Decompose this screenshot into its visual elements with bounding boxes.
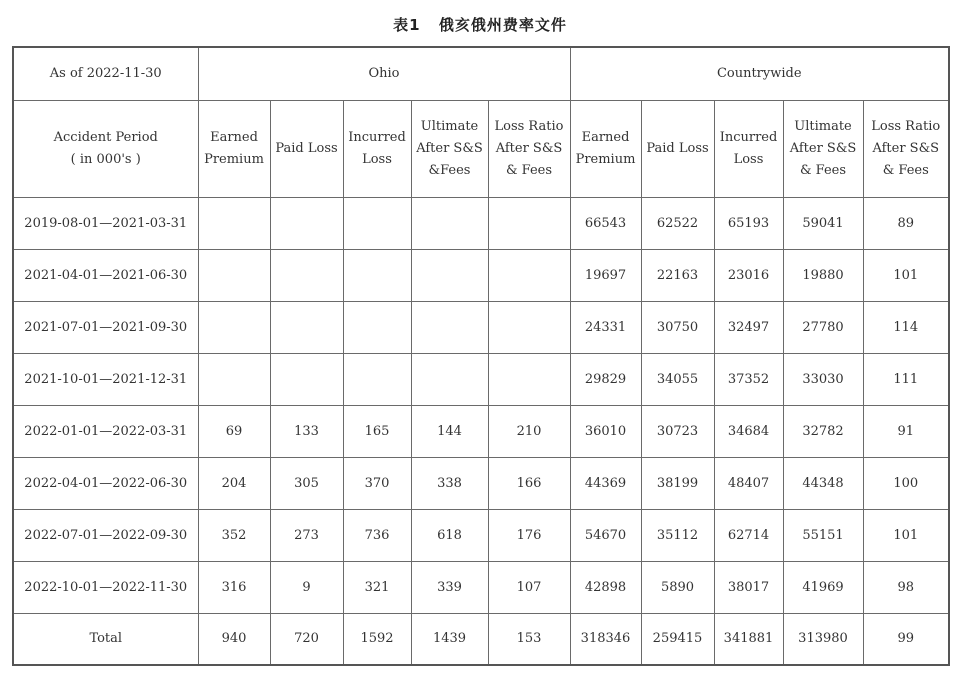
- countrywide-ultimate-cell: 55151: [783, 510, 863, 562]
- countrywide-loss-ratio-cell: 98: [863, 562, 949, 614]
- countrywide-loss-ratio-cell: 101: [863, 510, 949, 562]
- ohio-paid-loss-header: [270, 101, 343, 198]
- caption-label: 表1: [393, 16, 421, 34]
- countrywide-paid-loss-cell: 22163: [641, 250, 714, 302]
- ohio-incurred-loss-cell: 370: [343, 458, 411, 510]
- countrywide-ultimate-header: [783, 101, 863, 198]
- ohio-incurred-loss-cell: 1592: [343, 614, 411, 666]
- countrywide-loss-ratio-cell: 99: [863, 614, 949, 666]
- countrywide-earned-premium-cell: 29829: [570, 354, 641, 406]
- countrywide-paid-loss-cell: 62522: [641, 198, 714, 250]
- ohio-incurred-loss-cell: [343, 354, 411, 406]
- countrywide-ultimate-cell: 44348: [783, 458, 863, 510]
- header-line: Paid Loss: [275, 141, 338, 156]
- countrywide-loss-ratio-header: [863, 101, 949, 198]
- ohio-earned-premium-cell: 352: [198, 510, 270, 562]
- header-line: Loss Ratio: [871, 119, 941, 134]
- countrywide-earned-premium-header: [570, 101, 641, 198]
- accident-period-cell: 2022-04-01—2022-06-30: [13, 458, 198, 510]
- countrywide-paid-loss-cell: 5890: [641, 562, 714, 614]
- table-row: [13, 302, 949, 354]
- header-line: Loss: [362, 152, 392, 167]
- countrywide-ultimate-cell: 19880: [783, 250, 863, 302]
- as-of-header: As of 2022-11-30: [13, 47, 198, 101]
- header-line: Loss Ratio: [494, 119, 564, 134]
- ohio-earned-premium-cell: 940: [198, 614, 270, 666]
- ohio-loss-ratio-cell: 107: [488, 562, 570, 614]
- ohio-paid-loss-cell: [270, 302, 343, 354]
- ohio-ultimate-cell: 339: [411, 562, 488, 614]
- countrywide-loss-ratio-cell: 114: [863, 302, 949, 354]
- accident-period-cell: 2022-07-01—2022-09-30: [13, 510, 198, 562]
- ohio-incurred-loss-cell: 165: [343, 406, 411, 458]
- ohio-earned-premium-cell: [198, 354, 270, 406]
- ohio-incurred-loss-cell: [343, 250, 411, 302]
- rate-filing-table: [12, 46, 950, 666]
- header-line: After S&S: [416, 141, 483, 156]
- ohio-paid-loss-cell: [270, 198, 343, 250]
- ohio-earned-premium-cell: 69: [198, 406, 270, 458]
- ohio-paid-loss-cell: 9: [270, 562, 343, 614]
- countrywide-earned-premium-cell: 66543: [570, 198, 641, 250]
- ohio-ultimate-cell: 144: [411, 406, 488, 458]
- accident-period-header: [13, 101, 198, 198]
- ohio-ultimate-cell: [411, 302, 488, 354]
- countrywide-loss-ratio-cell: 111: [863, 354, 949, 406]
- countrywide-paid-loss-cell: 30750: [641, 302, 714, 354]
- header-line: After S&S: [495, 141, 563, 156]
- accident-period-cell: 2021-07-01—2021-09-30: [13, 302, 198, 354]
- accident-period-cell: 2021-04-01—2021-06-30: [13, 250, 198, 302]
- ohio-loss-ratio-cell: [488, 354, 570, 406]
- countrywide-incurred-loss-cell: 37352: [714, 354, 783, 406]
- countrywide-paid-loss-cell: 38199: [641, 458, 714, 510]
- table-row: [13, 198, 949, 250]
- header-line: Incurred: [719, 130, 778, 145]
- countrywide-earned-premium-cell: 318346: [570, 614, 641, 666]
- ohio-incurred-loss-cell: [343, 198, 411, 250]
- accident-period-cell: 2022-01-01—2022-03-31: [13, 406, 198, 458]
- ohio-paid-loss-cell: [270, 354, 343, 406]
- countrywide-incurred-loss-cell: 23016: [714, 250, 783, 302]
- countrywide-ultimate-cell: 33030: [783, 354, 863, 406]
- countrywide-loss-ratio-cell: 91: [863, 406, 949, 458]
- countrywide-incurred-loss-cell: 32497: [714, 302, 783, 354]
- table-row: [13, 406, 949, 458]
- ohio-ultimate-header: [411, 101, 488, 198]
- ohio-earned-premium-cell: 316: [198, 562, 270, 614]
- ohio-paid-loss-cell: 305: [270, 458, 343, 510]
- countrywide-ultimate-cell: 32782: [783, 406, 863, 458]
- header-line: Incurred: [348, 130, 406, 145]
- column-header-row: [13, 101, 949, 198]
- accident-period-cell: 2022-10-01—2022-11-30: [13, 562, 198, 614]
- countrywide-ultimate-cell: 59041: [783, 198, 863, 250]
- table-row: [13, 458, 949, 510]
- table-row: [13, 510, 949, 562]
- ohio-earned-premium-cell: [198, 302, 270, 354]
- countrywide-ultimate-cell: 313980: [783, 614, 863, 666]
- ohio-ultimate-cell: [411, 198, 488, 250]
- ohio-incurred-loss-header: [343, 101, 411, 198]
- countrywide-loss-ratio-cell: 100: [863, 458, 949, 510]
- header-line: Loss: [733, 152, 764, 167]
- caption-title: 俄亥俄州费率文件: [438, 16, 567, 34]
- ohio-ultimate-cell: 618: [411, 510, 488, 562]
- ohio-incurred-loss-cell: 736: [343, 510, 411, 562]
- table-row: [13, 562, 949, 614]
- ohio-incurred-loss-cell: [343, 302, 411, 354]
- countrywide-earned-premium-cell: 54670: [570, 510, 641, 562]
- ohio-ultimate-cell: [411, 354, 488, 406]
- header-line: &Fees: [428, 163, 471, 178]
- ohio-ultimate-cell: 338: [411, 458, 488, 510]
- total-row: [13, 614, 949, 666]
- countrywide-incurred-loss-cell: 34684: [714, 406, 783, 458]
- countrywide-group-header: Countrywide: [570, 47, 949, 101]
- countrywide-ultimate-cell: 41969: [783, 562, 863, 614]
- header-line: Premium: [204, 152, 264, 167]
- ohio-earned-premium-cell: [198, 250, 270, 302]
- countrywide-paid-loss-cell: 34055: [641, 354, 714, 406]
- countrywide-incurred-loss-cell: 65193: [714, 198, 783, 250]
- ohio-ultimate-cell: [411, 250, 488, 302]
- countrywide-loss-ratio-cell: 101: [863, 250, 949, 302]
- header-line: ( in 000's ): [70, 152, 141, 167]
- header-line: Premium: [575, 152, 636, 167]
- ohio-incurred-loss-cell: 321: [343, 562, 411, 614]
- ohio-loss-ratio-cell: 176: [488, 510, 570, 562]
- ohio-loss-ratio-cell: 153: [488, 614, 570, 666]
- ohio-group-header: Ohio: [198, 47, 570, 101]
- table-row: [13, 250, 949, 302]
- countrywide-earned-premium-cell: 44369: [570, 458, 641, 510]
- countrywide-incurred-loss-cell: 38017: [714, 562, 783, 614]
- ohio-loss-ratio-cell: [488, 302, 570, 354]
- ohio-loss-ratio-cell: [488, 250, 570, 302]
- table-row: [13, 354, 949, 406]
- countrywide-incurred-loss-cell: 48407: [714, 458, 783, 510]
- ohio-loss-ratio-cell: 166: [488, 458, 570, 510]
- table-caption: [0, 14, 960, 35]
- ohio-earned-premium-cell: [198, 198, 270, 250]
- accident-period-cell: 2021-10-01—2021-12-31: [13, 354, 198, 406]
- ohio-loss-ratio-cell: [488, 198, 570, 250]
- ohio-paid-loss-cell: 273: [270, 510, 343, 562]
- ohio-earned-premium-header: [198, 101, 270, 198]
- countrywide-incurred-loss-cell: 341881: [714, 614, 783, 666]
- header-line: Ultimate: [420, 119, 479, 134]
- ohio-paid-loss-cell: 133: [270, 406, 343, 458]
- accident-period-cell: Total: [13, 614, 198, 666]
- ohio-earned-premium-cell: 204: [198, 458, 270, 510]
- countrywide-paid-loss-cell: 30723: [641, 406, 714, 458]
- header-line: Earned: [210, 130, 258, 145]
- countrywide-earned-premium-cell: 19697: [570, 250, 641, 302]
- header-line: Earned: [581, 130, 630, 145]
- countrywide-earned-premium-cell: 36010: [570, 406, 641, 458]
- countrywide-ultimate-cell: 27780: [783, 302, 863, 354]
- group-header-row: [13, 47, 949, 101]
- ohio-loss-ratio-cell: 210: [488, 406, 570, 458]
- countrywide-paid-loss-cell: 259415: [641, 614, 714, 666]
- countrywide-earned-premium-cell: 42898: [570, 562, 641, 614]
- ohio-ultimate-cell: 1439: [411, 614, 488, 666]
- countrywide-loss-ratio-cell: 89: [863, 198, 949, 250]
- accident-period-cell: 2019-08-01—2021-03-31: [13, 198, 198, 250]
- header-line: & Fees: [882, 163, 929, 178]
- ohio-loss-ratio-header: [488, 101, 570, 198]
- countrywide-earned-premium-cell: 24331: [570, 302, 641, 354]
- countrywide-incurred-loss-header: [714, 101, 783, 198]
- countrywide-incurred-loss-cell: 62714: [714, 510, 783, 562]
- header-line: Ultimate: [794, 119, 852, 134]
- header-line: After S&S: [872, 141, 940, 156]
- header-line: After S&S: [789, 141, 857, 156]
- ohio-paid-loss-cell: 720: [270, 614, 343, 666]
- countrywide-paid-loss-cell: 35112: [641, 510, 714, 562]
- header-line: Accident Period: [53, 130, 158, 145]
- header-line: & Fees: [505, 163, 553, 178]
- ohio-paid-loss-cell: [270, 250, 343, 302]
- countrywide-paid-loss-header: [641, 101, 714, 198]
- header-line: Paid Loss: [646, 141, 709, 156]
- header-line: & Fees: [799, 163, 847, 178]
